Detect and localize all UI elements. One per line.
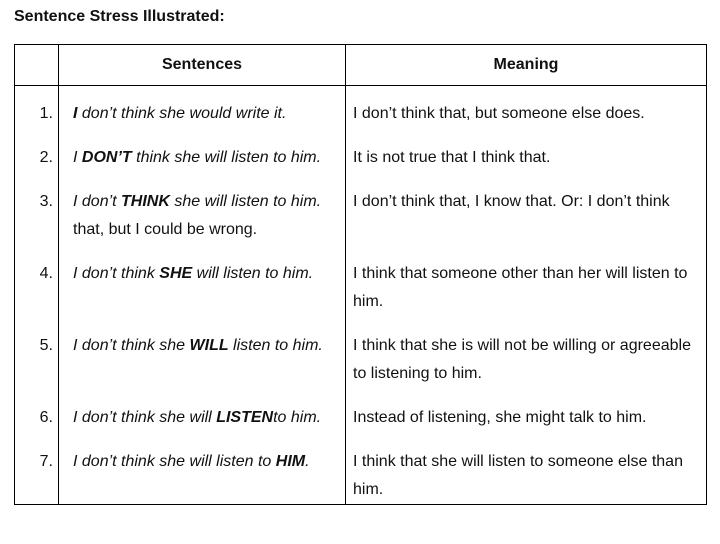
table-row <box>15 188 707 244</box>
table-row <box>15 86 707 129</box>
row-number: 7. <box>15 448 59 505</box>
stressed-word: HIM <box>275 453 306 470</box>
meaning-cell: I don’t think that, I know that. Or: I don’t think <box>346 188 707 244</box>
header-meaning: Meaning <box>346 45 707 86</box>
meaning-cell: Instead of listening, she might talk to him. <box>346 404 707 432</box>
sentence-cell <box>59 144 346 172</box>
sentence-stress-table <box>14 44 707 505</box>
sentence-post: will listen to him. <box>192 265 314 282</box>
sentence-post: she will listen to him. <box>169 193 322 210</box>
sentence-cell <box>59 404 346 432</box>
table-row <box>15 404 707 432</box>
stressed-word: DON’T <box>81 149 132 166</box>
table-row <box>15 260 707 316</box>
sentence-post: don’t think she would write it. <box>77 105 287 122</box>
page-title: Sentence Stress Illustrated: <box>14 8 225 25</box>
row-number: 3. <box>15 188 59 244</box>
row-number: 4. <box>15 260 59 316</box>
row-number: 6. <box>15 404 59 432</box>
header-number <box>15 45 59 86</box>
sentence-cell <box>59 332 346 388</box>
stressed-word: THINK <box>121 193 170 210</box>
meaning-cell: I don’t think that, but someone else does. <box>346 86 707 129</box>
sentence-post: . <box>305 453 310 470</box>
stressed-word: LISTEN <box>216 409 274 426</box>
table-row <box>15 332 707 388</box>
sentence-continuation: that, but I could be wrong. <box>73 221 258 238</box>
header-sentences: Sentences <box>59 45 346 86</box>
meaning-cell: I think that she is will not be willing or agreeable to listening to him. <box>346 332 707 388</box>
sentence-cell <box>59 448 346 505</box>
sentence-pre: I don’t think <box>73 265 160 282</box>
meaning-cell: I think that someone other than her will listen to him. <box>346 260 707 316</box>
table-header-row <box>15 45 707 86</box>
sentence-pre: I don’t think she will listen to <box>73 453 276 470</box>
table-row <box>15 144 707 172</box>
sentence-cell <box>59 86 346 129</box>
sentence-post: listen to him. <box>228 337 323 354</box>
table-body <box>15 86 707 505</box>
sentence-post: to him. <box>273 409 322 426</box>
sentence-pre: I don’t think she <box>73 337 190 354</box>
sentence-pre: I don’t <box>73 193 122 210</box>
table-row <box>15 448 707 505</box>
sentence-post: think she will listen to him. <box>131 149 322 166</box>
meaning-cell: I think that she will listen to someone else than him. <box>346 448 707 505</box>
stressed-word: SHE <box>159 265 193 282</box>
row-number: 1. <box>15 86 59 129</box>
row-number: 2. <box>15 144 59 172</box>
meaning-cell: It is not true that I think that. <box>346 144 707 172</box>
sentence-pre: I <box>73 149 82 166</box>
stressed-word: WILL <box>189 337 229 354</box>
sentence-cell <box>59 260 346 316</box>
sentence-cell <box>59 188 346 244</box>
row-number: 5. <box>15 332 59 388</box>
stressed-word: I <box>73 105 78 122</box>
sentence-pre: I don’t think she will <box>73 409 217 426</box>
